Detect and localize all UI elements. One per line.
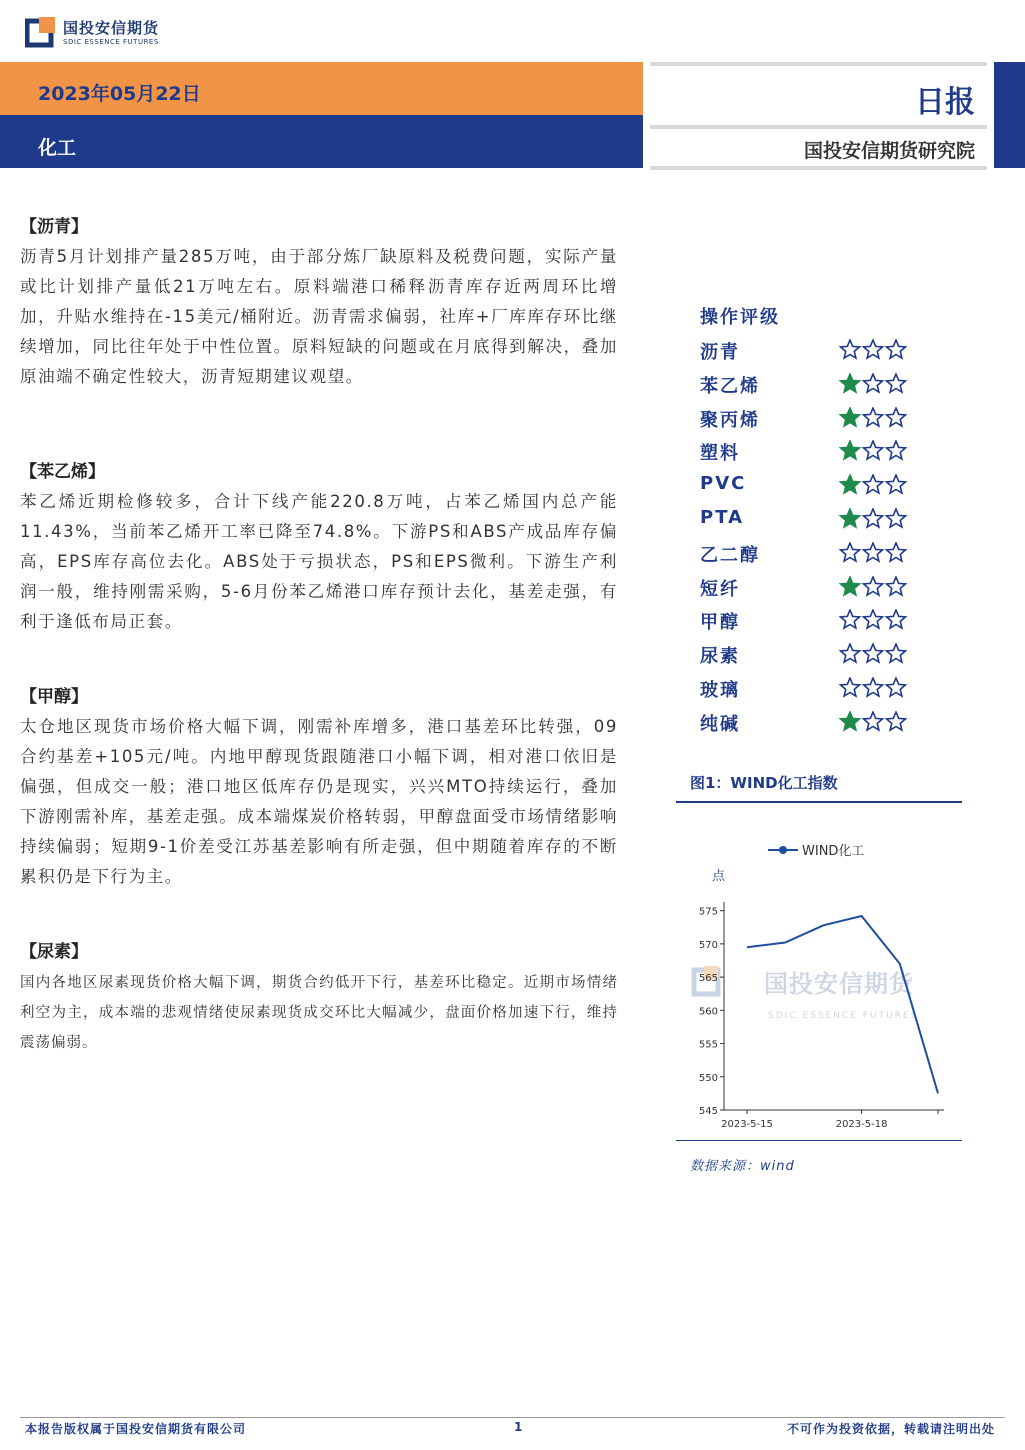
report-sector: 化工 [38,137,77,159]
rating-stars [838,576,918,598]
company-logo-text: 国投安信期货 [63,19,160,37]
header-accent-top [994,62,1025,115]
empty-star-icon [863,678,882,696]
filled-star-icon [840,475,859,493]
rating-stars [838,440,918,462]
rating-name: 短纤 [700,578,740,600]
empty-star-icon [840,644,859,662]
rating-stars [838,643,918,665]
filled-star-icon [840,712,859,730]
rating-stars [838,711,918,733]
rating-name: 甲醇 [700,612,740,634]
empty-star-icon [886,712,905,730]
empty-star-icon [863,712,882,730]
figure-title: 图1：WIND化工指数 [690,774,838,792]
section-text-styrene: 苯乙烯近期检修较多，合计下线产能220.8万吨，占苯乙烯国内总产能11.43%，当前苯乙烯开工率已降至74.8%。下游PS和ABS产成品库存偏高，EPS库存高位去化。ABS处于亏损状态，PS和EPS微利。下游生产利润一般，维持刚需采购，5-6月份苯乙烯港口库存预计去化，基差走强，有利于逢低布局正套。 [20,492,618,631]
filled-star-icon [840,577,859,595]
footer-copyright: 本报告版权属于国投安信期货有限公司 [25,1422,247,1436]
header-accent-bottom [994,115,1025,168]
y-tick-label: 555 [698,1039,718,1051]
rating-name: 聚丙烯 [700,409,760,431]
empty-star-icon [886,441,905,459]
empty-star-icon [863,374,882,392]
empty-star-icon [840,340,859,358]
rating-name: 纯碱 [700,713,740,735]
rating-stars [838,677,918,699]
x-tick-label: 2023-5-15 [721,1119,773,1130]
y-tick-label: 570 [698,939,718,951]
empty-star-icon [863,475,882,493]
section-title-methanol: 【甲醇】 [20,687,88,707]
empty-star-icon [886,678,905,696]
rating-name: 塑料 [700,443,740,465]
header-rule-bottom [650,166,987,170]
rating-name: PTA [700,507,745,528]
rating-name: PVC [700,473,747,495]
y-tick-label: 550 [698,1072,718,1084]
empty-star-icon [863,610,882,628]
figure-source: 数据来源：wind [690,1159,795,1174]
header-rule-top [650,62,987,66]
section-text-asphalt: 沥青5月计划排产量285万吨，由于部分炼厂缺原料及税费问题，实际产量或比计划排产量低21万吨左右。原料端港口稀释沥青库存近两周环比增加，升贴水维持在-15美元/桶附近。沥青需求偏弱，社库+厂库库存环比继续增加，同比往年处于中性位置。原料短缺的问题或在月底得到解决，叠加原油端不确定性较大，沥青短期建议观望。 [20,247,618,386]
empty-star-icon [886,644,905,662]
empty-star-icon [886,543,905,561]
page-number: 1 [514,1420,524,1434]
filled-star-icon [840,374,859,392]
company-logo-icon [25,17,57,49]
report-date: 2023年05月22日 [38,83,201,105]
figure-bottom-rule [676,1140,962,1141]
footer-rule [20,1417,1005,1418]
filled-star-icon [840,441,859,459]
empty-star-icon [840,543,859,561]
header-rule-middle [650,125,987,129]
empty-star-icon [863,644,882,662]
rating-title: 操作评级 [700,307,780,328]
watermark-text: 国投安信期货 [764,970,914,998]
section-title-urea: 【尿素】 [20,942,88,962]
section-title-styrene: 【苯乙烯】 [20,462,105,482]
y-tick-label: 575 [698,906,718,918]
series-line-wind-chemical [747,916,938,1093]
empty-star-icon [886,374,905,392]
rating-stars [838,373,918,395]
footer-disclaimer: 不可作为投资依据，转载请注明出处 [786,1422,995,1436]
rating-name: 玻璃 [700,680,740,701]
rating-name: 尿素 [700,646,740,668]
sector-band [0,115,643,168]
empty-star-icon [863,340,882,358]
empty-star-icon [886,340,905,358]
empty-star-icon [863,543,882,561]
y-tick-label: 565 [698,973,718,985]
figure-title-rule [676,801,962,803]
rating-name: 苯乙烯 [700,375,760,397]
empty-star-icon [840,610,859,628]
wind-chemical-index-chart [676,830,962,1140]
empty-star-icon [886,577,905,595]
empty-star-icon [886,408,905,426]
report-type: 日报 [915,85,975,120]
y-tick-label: 560 [698,1006,718,1018]
section-text-urea: 国内各地区尿素现货价格大幅下调，期货合约低开下行，基差环比稳定。近期市场情绪利空为主，成本端的悲观情绪使尿素现货成交环比大幅减少，盘面价格加速下行，维持震荡偏弱。 [20,975,618,1051]
institute-name: 国投安信期货研究院 [803,140,975,162]
rating-stars [838,542,918,564]
rating-stars [838,609,918,631]
empty-star-icon [863,441,882,459]
filled-star-icon [840,509,859,527]
empty-star-icon [863,408,882,426]
legend-label: WIND化工 [802,844,865,859]
empty-star-icon [863,509,882,527]
rating-stars [838,339,918,361]
rating-stars [838,407,918,429]
rating-name: 乙二醇 [700,544,760,566]
rating-name: 沥青 [700,342,740,363]
empty-star-icon [886,509,905,527]
section-text-methanol: 太仓地区现货市场价格大幅下调，刚需补库增多，港口基差环比转强，09合约基差+105元/吨。内地甲醇现货跟随港口小幅下调，相对港口依旧是偏强，但成交一般；港口地区低库存仍是现实，兴兴MTO持续运行，叠加下游刚需补库，基差走强。成本端煤炭价格转弱，甲醇盘面受市场情绪影响持续偏弱；短期9-1价差受江苏基差影响有所走强，但中期随着库存的不断累积仍是下行为主。 [20,717,618,886]
legend-marker [779,846,787,854]
filled-star-icon [840,408,859,426]
empty-star-icon [840,678,859,696]
y-tick-label: 545 [698,1106,718,1117]
empty-star-icon [886,475,905,493]
company-logo-english: SDIC ESSENCE FUTURES [63,38,159,46]
empty-star-icon [886,610,905,628]
rating-stars [838,474,918,496]
empty-star-icon [863,577,882,595]
section-title-asphalt: 【沥青】 [20,217,88,237]
y-axis-label: 点 [712,869,726,884]
rating-stars [838,508,918,530]
x-tick-label: 2023-5-18 [835,1119,888,1130]
watermark-english: SDIC ESSENCE FUTURES [768,1011,919,1021]
